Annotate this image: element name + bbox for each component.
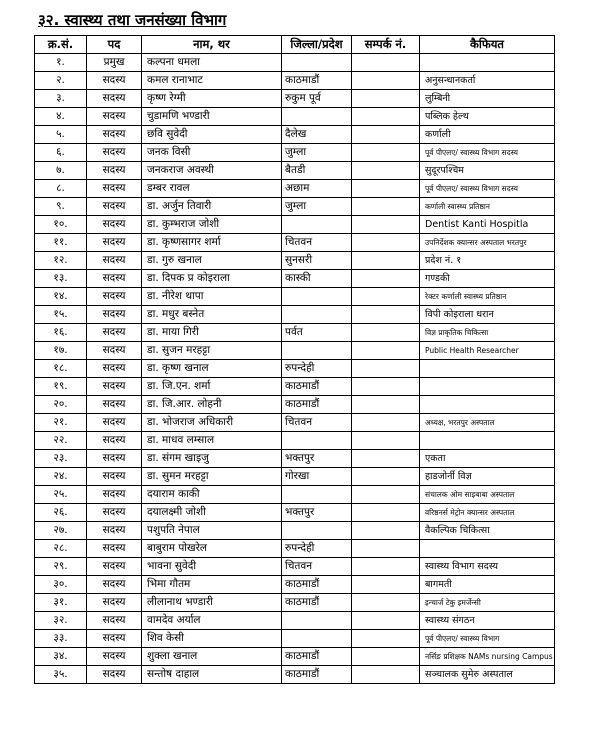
cell-district: चितवन [282, 558, 352, 576]
cell-name: डा. भोजराज अधिकारी [142, 414, 282, 432]
table-row [35, 288, 555, 306]
cell-post: सदस्य [87, 504, 142, 522]
cell-sn: १६. [35, 324, 87, 342]
table-row [35, 648, 555, 666]
cell-sn: १५. [35, 306, 87, 324]
header-district: जिल्ला/प्रदेश [282, 36, 352, 54]
table-row [35, 558, 555, 576]
cell-name: बाबुराम पोखरेल [142, 540, 282, 558]
cell-remark: प्रदेश नं. १ [420, 252, 555, 270]
cell-sn: ८. [35, 180, 87, 198]
cell-name: भावना सुवेदी [142, 558, 282, 576]
cell-remark: इन्चार्ज टेकु इमर्जेन्सी [420, 594, 555, 612]
cell-name: भिमा गौतम [142, 576, 282, 594]
cell-remark: अनुसन्धानकर्ता [420, 72, 555, 90]
cell-post: सदस्य [87, 72, 142, 90]
cell-district: जुम्ला [282, 144, 352, 162]
cell-remark: हाडजोर्नी विज्ञ [420, 468, 555, 486]
cell-sn: ३३. [35, 630, 87, 648]
cell-name: सन्तोष दाहाल [142, 666, 282, 684]
cell-post: सदस्य [87, 648, 142, 666]
cell-contact [352, 180, 420, 198]
cell-district: काठमाडौं [282, 576, 352, 594]
header-name: नाम, थर [142, 36, 282, 54]
cell-post: सदस्य [87, 162, 142, 180]
cell-contact [352, 504, 420, 522]
cell-name: डा. कृष्णसागर शर्मा [142, 234, 282, 252]
cell-remark [420, 360, 555, 378]
cell-sn: ५. [35, 126, 87, 144]
table-row [35, 72, 555, 90]
cell-remark: स्वास्थ्य संगठन [420, 612, 555, 630]
cell-contact [352, 288, 420, 306]
cell-name: वामदेव अर्याल [142, 612, 282, 630]
cell-district: बैतडी [282, 162, 352, 180]
cell-remark: स्वास्थ्य विभाग सदस्य [420, 558, 555, 576]
cell-sn: २७. [35, 522, 87, 540]
table-row [35, 180, 555, 198]
cell-post: सदस्य [87, 414, 142, 432]
cell-district [282, 108, 352, 126]
cell-sn: २३. [35, 450, 87, 468]
table-row [35, 306, 555, 324]
cell-district: रुपन्देही [282, 360, 352, 378]
cell-district: अछाम [282, 180, 352, 198]
cell-post: सदस्य [87, 576, 142, 594]
cell-sn: २०. [35, 396, 87, 414]
cell-district [282, 630, 352, 648]
cell-name: डा. नीरेश थापा [142, 288, 282, 306]
cell-name: कृष्ण रेग्मी [142, 90, 282, 108]
header-contact: सम्पर्क नं. [352, 36, 420, 54]
cell-remark: नर्सिङ प्रशिक्षक NAMs nursing Campus [420, 648, 555, 666]
table-row [35, 54, 555, 72]
cell-remark: पूर्व पीएलए/ स्वास्थ्य विभाग सदस्य [420, 180, 555, 198]
cell-district: रुपन्देही [282, 540, 352, 558]
table-row [35, 378, 555, 396]
cell-name: डा. जि.एन. शर्मा [142, 378, 282, 396]
cell-post: सदस्य [87, 558, 142, 576]
cell-remark: वरिष्ठनर्स मेट्रोन क्यान्सर अस्पताल [420, 504, 555, 522]
cell-remark: गण्डकी [420, 270, 555, 288]
cell-contact [352, 90, 420, 108]
cell-name: डा. कुम्भराज जोशी [142, 216, 282, 234]
cell-contact [352, 72, 420, 90]
cell-name: लीलानाथ भण्डारी [142, 594, 282, 612]
table-row [35, 522, 555, 540]
cell-contact [352, 486, 420, 504]
table-row [35, 486, 555, 504]
cell-name: पशुपति नेपाल [142, 522, 282, 540]
cell-name: कमल रानाभाट [142, 72, 282, 90]
cell-post: सदस्य [87, 306, 142, 324]
cell-remark: कर्णाली स्वास्थ्य प्रतिष्ठान [420, 198, 555, 216]
cell-post: सदस्य [87, 234, 142, 252]
cell-post: सदस्य [87, 198, 142, 216]
members-table [34, 35, 555, 684]
table-row [35, 108, 555, 126]
cell-sn: ११. [35, 234, 87, 252]
cell-sn: ९. [35, 198, 87, 216]
page-title: ३२. स्वास्थ्य तथा जनसंख्या विभाग [38, 11, 227, 29]
table-row [35, 396, 555, 414]
table-row [35, 126, 555, 144]
cell-sn: ६. [35, 144, 87, 162]
cell-post: प्रमुख [87, 54, 142, 72]
cell-post: सदस्य [87, 540, 142, 558]
cell-remark: बागमती [420, 576, 555, 594]
cell-sn: १८. [35, 360, 87, 378]
cell-sn: २८. [35, 540, 87, 558]
cell-remark [420, 54, 555, 72]
cell-sn: १४. [35, 288, 87, 306]
cell-contact [352, 522, 420, 540]
cell-remark: एकता [420, 450, 555, 468]
cell-contact [352, 252, 420, 270]
table-row [35, 504, 555, 522]
cell-district [282, 54, 352, 72]
cell-district: जुम्ला [282, 198, 352, 216]
cell-post: सदस्य [87, 396, 142, 414]
cell-name: डा. सुमन मरहट्टा [142, 468, 282, 486]
cell-sn: ३०. [35, 576, 87, 594]
cell-contact [352, 630, 420, 648]
cell-contact [352, 576, 420, 594]
cell-contact [352, 396, 420, 414]
cell-district: काठमाडौं [282, 594, 352, 612]
cell-remark: अध्यक्ष, भरतपुर अस्पताल [420, 414, 555, 432]
cell-contact [352, 558, 420, 576]
cell-name: डा. संगम खाइजु [142, 450, 282, 468]
cell-sn: २९. [35, 558, 87, 576]
cell-name: शिव केसी [142, 630, 282, 648]
cell-district: काठमाडौं [282, 666, 352, 684]
cell-sn: ३१. [35, 594, 87, 612]
cell-remark: सञ्चालक सुमेरु अस्पताल [420, 666, 555, 684]
cell-remark: Public Health Researcher [420, 342, 555, 360]
cell-post: सदस्य [87, 486, 142, 504]
cell-contact [352, 414, 420, 432]
cell-sn: ३२. [35, 612, 87, 630]
table-row [35, 270, 555, 288]
table-row [35, 414, 555, 432]
cell-contact [352, 432, 420, 450]
cell-remark: रेक्टर कर्णाली स्वास्थ्य प्रतिष्ठान [420, 288, 555, 306]
table-row [35, 90, 555, 108]
cell-post: सदस्य [87, 252, 142, 270]
table-row [35, 576, 555, 594]
table-row [35, 216, 555, 234]
cell-contact [352, 306, 420, 324]
cell-contact [352, 198, 420, 216]
header-post: पद [87, 36, 142, 54]
cell-sn: ७. [35, 162, 87, 180]
cell-district: दैलेख [282, 126, 352, 144]
cell-post: सदस्य [87, 360, 142, 378]
cell-remark: विज्ञ प्राकृतिक चिकित्सा [420, 324, 555, 342]
cell-sn: २४. [35, 468, 87, 486]
cell-post: सदस्य [87, 324, 142, 342]
cell-sn: १७. [35, 342, 87, 360]
cell-contact [352, 108, 420, 126]
cell-remark: वैकल्पिक चिकित्सा [420, 522, 555, 540]
cell-post: सदस्य [87, 108, 142, 126]
table-row [35, 432, 555, 450]
cell-sn: १०. [35, 216, 87, 234]
cell-district: चितवन [282, 234, 352, 252]
cell-post: सदस्य [87, 90, 142, 108]
cell-post: सदस्य [87, 216, 142, 234]
table-row [35, 234, 555, 252]
cell-name: जनकराज अवस्थी [142, 162, 282, 180]
cell-remark [420, 432, 555, 450]
cell-district [282, 612, 352, 630]
cell-contact [352, 342, 420, 360]
cell-contact [352, 216, 420, 234]
table-body [35, 54, 555, 684]
cell-contact [352, 378, 420, 396]
cell-post: सदस्य [87, 612, 142, 630]
cell-name: डा. अर्जुन तिवारी [142, 198, 282, 216]
cell-name: डा. जि.आर. लोहनी [142, 396, 282, 414]
cell-remark: विपी कोइराला धरान [420, 306, 555, 324]
cell-district [282, 432, 352, 450]
cell-post: सदस्य [87, 126, 142, 144]
cell-name: डा. मधुर बस्नेत [142, 306, 282, 324]
header-sn: क्र.सं. [35, 36, 87, 54]
cell-remark: कर्णाली [420, 126, 555, 144]
cell-sn: १२. [35, 252, 87, 270]
cell-sn: ३४. [35, 648, 87, 666]
cell-sn: १. [35, 54, 87, 72]
cell-district [282, 288, 352, 306]
table-row [35, 144, 555, 162]
cell-contact [352, 234, 420, 252]
table-row [35, 324, 555, 342]
cell-district: काठमाडौं [282, 72, 352, 90]
cell-name: दयाराम काकी [142, 486, 282, 504]
cell-district [282, 306, 352, 324]
cell-name: डा. माया गिरी [142, 324, 282, 342]
table-row [35, 342, 555, 360]
cell-district [282, 522, 352, 540]
cell-contact [352, 648, 420, 666]
cell-sn: १९. [35, 378, 87, 396]
cell-contact [352, 162, 420, 180]
cell-district [282, 216, 352, 234]
table-row [35, 198, 555, 216]
cell-name: चुडामणि भण्डारी [142, 108, 282, 126]
header-remark: कैफियत [420, 36, 555, 54]
table-row [35, 252, 555, 270]
cell-remark [420, 540, 555, 558]
cell-post: सदस्य [87, 270, 142, 288]
cell-sn: ३. [35, 90, 87, 108]
cell-contact [352, 594, 420, 612]
cell-post: सदस्य [87, 450, 142, 468]
cell-sn: १३. [35, 270, 87, 288]
cell-district: पर्वत [282, 324, 352, 342]
cell-contact [352, 324, 420, 342]
cell-post: सदस्य [87, 432, 142, 450]
cell-name: डा. दिपक प्र कोइराला [142, 270, 282, 288]
cell-sn: २. [35, 72, 87, 90]
cell-name: डा. कृष्ण खनाल [142, 360, 282, 378]
cell-name: शुक्ला खनाल [142, 648, 282, 666]
cell-remark: संचालक ओम साइबाबा अस्पताल [420, 486, 555, 504]
cell-name: डम्बर रावल [142, 180, 282, 198]
cell-name: जनक विसी [142, 144, 282, 162]
table-row [35, 162, 555, 180]
cell-district: कास्की [282, 270, 352, 288]
cell-post: सदस्य [87, 288, 142, 306]
cell-remark: पब्लिक हेल्थ [420, 108, 555, 126]
cell-post: सदस्य [87, 144, 142, 162]
cell-name: कल्पना धमला [142, 54, 282, 72]
cell-sn: २६. [35, 504, 87, 522]
cell-remark: Dentist Kanti Hospitla [420, 216, 555, 234]
table-row [35, 540, 555, 558]
cell-name: डा. गुरु खनाल [142, 252, 282, 270]
cell-post: सदस्य [87, 378, 142, 396]
cell-district: चितवन [282, 414, 352, 432]
cell-name: डा. माधव लम्साल [142, 432, 282, 450]
cell-name: दयालक्ष्मी जोशी [142, 504, 282, 522]
cell-remark: पूर्व पीएलए/ स्वास्थ्य विभाग सदस्य [420, 144, 555, 162]
cell-sn: ३५. [35, 666, 87, 684]
cell-contact [352, 144, 420, 162]
cell-post: सदस्य [87, 342, 142, 360]
table-row [35, 630, 555, 648]
cell-remark: पूर्व पीएलए/ स्वास्थ्य विभाग [420, 630, 555, 648]
cell-district [282, 486, 352, 504]
cell-remark [420, 396, 555, 414]
cell-post: सदस्य [87, 630, 142, 648]
cell-name: डा. सुजन मरहट्टा [142, 342, 282, 360]
cell-district: भक्तपुर [282, 450, 352, 468]
cell-contact [352, 666, 420, 684]
cell-remark: उपनिर्देशक क्यान्सर अस्पताल भरतपुर [420, 234, 555, 252]
cell-post: सदस्य [87, 468, 142, 486]
cell-district: रुकुम पूर्व [282, 90, 352, 108]
cell-district: काठमाडौं [282, 378, 352, 396]
cell-district: भक्तपुर [282, 504, 352, 522]
table-row [35, 450, 555, 468]
cell-district: काठमाडौं [282, 396, 352, 414]
cell-contact [352, 540, 420, 558]
cell-post: सदस्य [87, 522, 142, 540]
cell-contact [352, 612, 420, 630]
cell-remark [420, 378, 555, 396]
cell-contact [352, 360, 420, 378]
cell-post: सदस्य [87, 594, 142, 612]
cell-sn: २१. [35, 414, 87, 432]
cell-contact [352, 126, 420, 144]
cell-district: काठमाडौं [282, 648, 352, 666]
cell-sn: २२. [35, 432, 87, 450]
cell-remark: लुम्बिनी [420, 90, 555, 108]
cell-post: सदस्य [87, 666, 142, 684]
table-row [35, 360, 555, 378]
cell-contact [352, 468, 420, 486]
table-row [35, 612, 555, 630]
table-row [35, 666, 555, 684]
table-row [35, 594, 555, 612]
cell-district [282, 342, 352, 360]
cell-sn: २५. [35, 486, 87, 504]
table-row [35, 468, 555, 486]
cell-name: छवि सुवेदी [142, 126, 282, 144]
cell-remark: सुदूरपश्चिम [420, 162, 555, 180]
cell-post: सदस्य [87, 180, 142, 198]
cell-contact [352, 270, 420, 288]
cell-contact [352, 450, 420, 468]
cell-contact [352, 54, 420, 72]
cell-district: गोरखा [282, 468, 352, 486]
cell-sn: ४. [35, 108, 87, 126]
cell-district: सुनसरी [282, 252, 352, 270]
table-header-row [35, 36, 555, 54]
